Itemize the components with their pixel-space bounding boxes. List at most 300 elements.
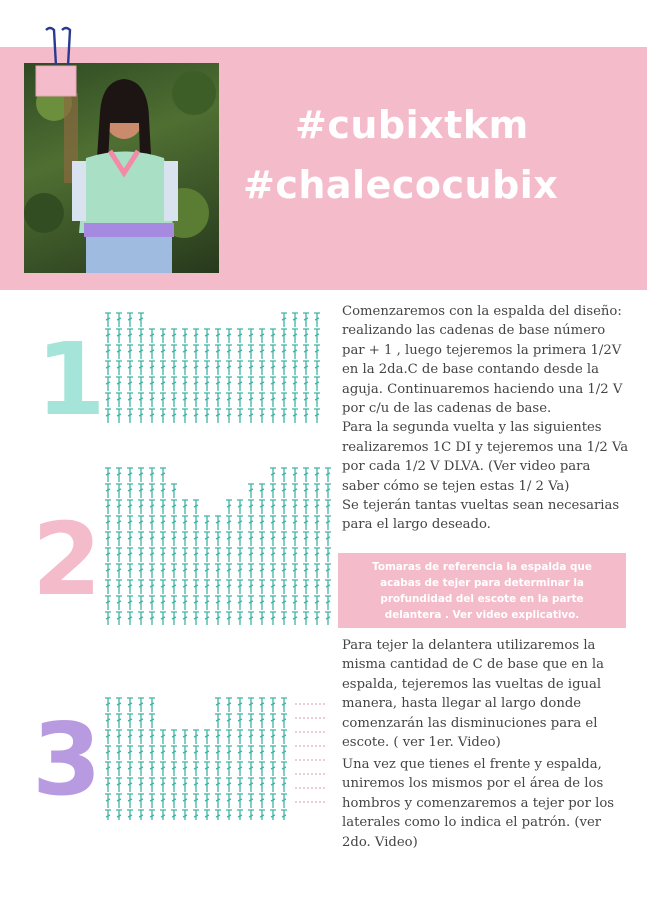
stitch-symbol	[237, 730, 243, 744]
stitch-symbol	[116, 393, 122, 407]
stitch-symbol	[259, 714, 265, 728]
stitch-symbol	[105, 746, 111, 760]
stitch-symbol	[215, 730, 221, 744]
stitch-symbol	[248, 714, 254, 728]
stitch-symbol	[292, 313, 298, 327]
stitch-symbol	[248, 762, 254, 776]
stitch-symbol	[105, 564, 111, 578]
crochet-chart-back	[100, 305, 330, 435]
stitch-symbol	[182, 746, 188, 760]
stitch-symbol	[204, 377, 210, 391]
stitch-symbol	[237, 345, 243, 359]
stitch-symbol	[292, 329, 298, 343]
stitch-symbol	[116, 810, 122, 820]
stitch-symbol	[138, 580, 144, 594]
stitch-symbol	[259, 778, 265, 792]
stitch-symbol	[127, 532, 133, 546]
stitch-symbol	[193, 548, 199, 562]
stitch-symbol	[281, 762, 287, 776]
stitch-symbol	[248, 393, 254, 407]
stitch-symbol	[193, 393, 199, 407]
stitch-symbol	[248, 532, 254, 546]
stitch-symbol	[182, 377, 188, 391]
stitch-symbol	[281, 345, 287, 359]
stitch-symbol	[281, 361, 287, 375]
stitch-symbol	[171, 778, 177, 792]
stitch-symbol	[270, 762, 276, 776]
stitch-symbol	[314, 596, 320, 610]
stitch-symbol	[171, 345, 177, 359]
stitch-symbol	[171, 548, 177, 562]
stitch-symbol	[105, 548, 111, 562]
stitch-symbol	[182, 409, 188, 423]
stitch-symbol	[127, 564, 133, 578]
stitch-symbol	[149, 730, 155, 744]
stitch-symbol	[171, 516, 177, 530]
stitch-symbol	[138, 516, 144, 530]
stitch-symbol	[160, 564, 166, 578]
stitch-symbol	[259, 564, 265, 578]
stitch-symbol	[237, 762, 243, 776]
stitch-symbol	[292, 564, 298, 578]
stitch-symbol	[204, 393, 210, 407]
stitch-symbol	[116, 730, 122, 744]
stitch-symbol	[303, 393, 309, 407]
stitch-symbol	[270, 564, 276, 578]
stitch-symbol	[281, 794, 287, 808]
stitch-symbol	[204, 810, 210, 820]
stitch-symbol	[105, 484, 111, 498]
stitch-symbol	[259, 580, 265, 594]
stitch-symbol	[215, 516, 221, 530]
stitch-symbol	[325, 468, 331, 482]
stitch-symbol	[303, 468, 309, 482]
stitch-symbol	[182, 500, 188, 514]
stitch-symbol	[303, 409, 309, 423]
stitch-symbol	[116, 548, 122, 562]
stitch-symbol	[182, 393, 188, 407]
stitch-symbol	[171, 612, 177, 625]
stitch-symbol	[193, 532, 199, 546]
stitch-symbol	[281, 714, 287, 728]
stitch-symbol	[270, 532, 276, 546]
stitch-symbol	[270, 409, 276, 423]
stitch-symbol	[259, 484, 265, 498]
stitch-symbol	[116, 778, 122, 792]
stitch-symbol	[237, 580, 243, 594]
stitch-symbol	[171, 762, 177, 776]
stitch-symbol	[215, 377, 221, 391]
stitch-symbol	[182, 810, 188, 820]
stitch-symbol	[105, 778, 111, 792]
stitch-symbol	[193, 580, 199, 594]
stitch-symbol	[259, 810, 265, 820]
stitch-symbol	[127, 810, 133, 820]
stitch-symbol	[149, 484, 155, 498]
stitch-symbol	[303, 532, 309, 546]
stitch-symbol	[292, 548, 298, 562]
stitch-symbol	[204, 612, 210, 625]
stitch-symbol	[193, 377, 199, 391]
stitch-symbol	[281, 698, 287, 712]
stitch-symbol	[105, 794, 111, 808]
stitch-symbol	[116, 361, 122, 375]
stitch-symbol	[160, 548, 166, 562]
stitch-symbol	[270, 714, 276, 728]
stitch-symbol	[226, 580, 232, 594]
stitch-symbol	[193, 516, 199, 530]
stitch-symbol	[182, 778, 188, 792]
stitch-symbol	[303, 612, 309, 625]
stitch-symbol	[105, 596, 111, 610]
stitch-symbol	[259, 345, 265, 359]
stitch-symbol	[292, 361, 298, 375]
stitch-symbol	[237, 746, 243, 760]
stitch-symbol	[314, 564, 320, 578]
stitch-symbol	[237, 596, 243, 610]
stitch-symbol	[259, 794, 265, 808]
stitch-symbol	[171, 746, 177, 760]
stitch-symbol	[226, 361, 232, 375]
stitch-symbol	[270, 778, 276, 792]
stitch-symbol	[215, 596, 221, 610]
stitch-symbol	[116, 746, 122, 760]
stitch-symbol	[270, 361, 276, 375]
stitch-symbol	[281, 778, 287, 792]
crochet-chart-neckline	[100, 460, 340, 625]
stitch-symbol	[105, 730, 111, 744]
stitch-symbol	[204, 532, 210, 546]
stitch-symbol	[149, 810, 155, 820]
stitch-symbol	[270, 548, 276, 562]
stitch-symbol	[149, 612, 155, 625]
stitch-symbol	[303, 377, 309, 391]
stitch-symbol	[160, 730, 166, 744]
stitch-symbol	[160, 516, 166, 530]
stitch-symbol	[204, 580, 210, 594]
stitch-symbol	[171, 794, 177, 808]
stitch-symbol	[127, 516, 133, 530]
stitch-symbol	[138, 329, 144, 343]
stitch-symbol	[138, 596, 144, 610]
stitch-symbol	[281, 746, 287, 760]
stitch-symbol	[248, 484, 254, 498]
stitch-symbol	[138, 746, 144, 760]
stitch-symbol	[303, 500, 309, 514]
stitch-symbol	[237, 612, 243, 625]
step-number-1: 1	[36, 321, 106, 438]
stitch-symbol	[215, 794, 221, 808]
stitch-symbol	[193, 564, 199, 578]
stitch-symbol	[237, 810, 243, 820]
stitch-symbol	[215, 762, 221, 776]
stitch-symbol	[248, 516, 254, 530]
stitch-symbol	[270, 393, 276, 407]
stitch-symbol	[303, 548, 309, 562]
stitch-symbol	[160, 500, 166, 514]
stitch-symbol	[314, 516, 320, 530]
instructions-back: Comenzaremos con la espalda del diseño: realizando las cadenas de base número par + 1 , luego tejeremos la primera 1/2V en la 2da.C de base contando desde la aguja. Continuaremos haciendo una 1/2 V por c/u de las cadenas de base. Para la segunda vuelta y las siguientes realizaremos 1C DI y tejeremos una 1/2 Va por cada 1/2 V DLVA. (Ver video para saber cómo se tejen estas 1/ 2 Va) Se tejerán tantas vueltas sean necesarias para el largo deseado.	[342, 304, 629, 533]
stitch-symbol	[215, 612, 221, 625]
stitch-symbol	[226, 345, 232, 359]
reference-note	[338, 553, 626, 628]
stitch-symbol	[248, 794, 254, 808]
stitch-symbol	[325, 516, 331, 530]
stitch-symbol	[204, 794, 210, 808]
stitch-symbol	[237, 698, 243, 712]
stitch-symbol	[226, 810, 232, 820]
stitch-symbol	[116, 484, 122, 498]
stitch-symbol	[292, 580, 298, 594]
stitch-symbol	[226, 516, 232, 530]
stitch-symbol	[204, 409, 210, 423]
stitch-symbol	[149, 500, 155, 514]
stitch-symbol	[105, 532, 111, 546]
stitch-symbol	[292, 393, 298, 407]
stitch-symbol	[303, 313, 309, 327]
step-number-2: 2	[32, 501, 102, 618]
stitch-symbol	[314, 612, 320, 625]
stitch-symbol	[138, 810, 144, 820]
stitch-symbol	[325, 484, 331, 498]
stitch-symbol	[138, 762, 144, 776]
stitch-symbol	[259, 698, 265, 712]
stitch-symbol	[127, 361, 133, 375]
stitch-symbol	[237, 564, 243, 578]
stitch-symbol	[138, 794, 144, 808]
stitch-symbol	[149, 516, 155, 530]
stitch-symbol	[303, 580, 309, 594]
stitch-symbol	[182, 361, 188, 375]
stitch-symbol	[116, 377, 122, 391]
stitch-symbol	[215, 532, 221, 546]
stitch-symbol	[127, 762, 133, 776]
stitch-symbol	[116, 794, 122, 808]
stitch-symbol	[325, 500, 331, 514]
stitch-symbol	[116, 612, 122, 625]
stitch-symbol	[149, 393, 155, 407]
stitch-symbol	[116, 329, 122, 343]
stitch-symbol	[314, 548, 320, 562]
stitch-symbol	[314, 345, 320, 359]
stitch-symbol	[292, 500, 298, 514]
stitch-symbol	[193, 810, 199, 820]
stitch-symbol	[171, 409, 177, 423]
stitch-symbol	[116, 345, 122, 359]
stitch-symbol	[314, 393, 320, 407]
stitch-symbol	[149, 361, 155, 375]
stitch-symbol	[226, 377, 232, 391]
stitch-symbol	[160, 484, 166, 498]
stitch-symbol	[270, 580, 276, 594]
stitch-symbol	[226, 714, 232, 728]
stitch-symbol	[171, 810, 177, 820]
stitch-symbol	[127, 409, 133, 423]
stitch-symbol	[259, 500, 265, 514]
stitch-symbol	[281, 532, 287, 546]
stitch-symbol	[281, 516, 287, 530]
stitch-symbol	[270, 698, 276, 712]
stitch-symbol	[215, 714, 221, 728]
hashtag-cubixtkm: #cubixtkm	[295, 103, 529, 147]
stitch-symbol	[314, 532, 320, 546]
stitch-symbol	[314, 468, 320, 482]
stitch-symbol	[292, 612, 298, 625]
stitch-symbol	[149, 746, 155, 760]
stitch-symbol	[215, 409, 221, 423]
stitch-symbol	[248, 345, 254, 359]
stitch-symbol	[160, 409, 166, 423]
stitch-symbol	[171, 730, 177, 744]
stitch-symbol	[160, 762, 166, 776]
stitch-symbol	[138, 468, 144, 482]
reference-note-text: Tomaras de referencia la espalda que acabas de tejer para determinar la profundidad del escote en la parte delantera . Ver video explicativo.	[372, 560, 592, 621]
stitch-symbol	[281, 612, 287, 625]
stitch-symbol	[204, 516, 210, 530]
stitch-symbol	[105, 361, 111, 375]
stitch-symbol	[204, 345, 210, 359]
stitch-symbol	[182, 612, 188, 625]
stitch-symbol	[237, 778, 243, 792]
stitch-symbol	[215, 361, 221, 375]
stitch-symbol	[248, 698, 254, 712]
stitch-symbol	[226, 698, 232, 712]
stitch-symbol	[171, 580, 177, 594]
stitch-symbol	[314, 580, 320, 594]
stitch-symbol	[182, 516, 188, 530]
stitch-symbol	[138, 500, 144, 514]
stitch-symbol	[127, 484, 133, 498]
stitch-symbol	[215, 810, 221, 820]
stitch-symbol	[193, 500, 199, 514]
stitch-symbol	[160, 810, 166, 820]
stitch-symbol	[116, 313, 122, 327]
stitch-symbol	[182, 596, 188, 610]
stitch-symbol	[138, 564, 144, 578]
stitch-symbol	[116, 468, 122, 482]
stitch-symbol	[160, 532, 166, 546]
stitch-symbol	[127, 794, 133, 808]
stitch-symbol	[281, 730, 287, 744]
stitch-symbol	[281, 596, 287, 610]
stitch-symbol	[292, 532, 298, 546]
stitch-symbol	[259, 329, 265, 343]
stitch-symbol	[314, 329, 320, 343]
stitch-symbol	[215, 345, 221, 359]
stitch-symbol	[127, 345, 133, 359]
stitch-symbol	[171, 393, 177, 407]
stitch-symbol	[259, 612, 265, 625]
stitch-symbol	[193, 345, 199, 359]
stitch-symbol	[138, 361, 144, 375]
stitch-symbol	[204, 596, 210, 610]
stitch-symbol	[259, 532, 265, 546]
step-number-3: 3	[32, 701, 102, 818]
stitch-symbol	[226, 762, 232, 776]
stitch-symbol	[160, 377, 166, 391]
stitch-symbol	[127, 393, 133, 407]
stitch-symbol	[237, 409, 243, 423]
stitch-symbol	[193, 612, 199, 625]
stitch-symbol	[116, 580, 122, 594]
stitch-symbol	[248, 778, 254, 792]
stitch-symbol	[116, 698, 122, 712]
stitch-symbol	[193, 361, 199, 375]
stitch-symbol	[259, 548, 265, 562]
stitch-symbol	[226, 794, 232, 808]
stitch-symbol	[281, 377, 287, 391]
stitch-symbol	[116, 516, 122, 530]
stitch-symbol	[171, 377, 177, 391]
stitch-symbol	[248, 580, 254, 594]
instructions-front: Para tejer la delantera utilizaremos la misma cantidad de C de base que en la espalda, tejeremos las vueltas de igual manera, hasta llegar al largo donde comenzarán las disminuciones para el escote. ( ver 1er. Video)	[342, 638, 604, 751]
stitch-symbol	[171, 484, 177, 498]
crochet-chart-front	[100, 690, 335, 820]
stitch-symbol	[204, 778, 210, 792]
stitch-symbol	[138, 393, 144, 407]
stitch-symbol	[292, 468, 298, 482]
stitch-symbol	[314, 409, 320, 423]
stitch-symbol	[303, 329, 309, 343]
stitch-symbol	[105, 329, 111, 343]
stitch-symbol	[303, 484, 309, 498]
stitch-symbol	[270, 329, 276, 343]
stitch-symbol	[171, 329, 177, 343]
stitch-symbol	[215, 698, 221, 712]
stitch-symbol	[325, 580, 331, 594]
stitch-symbol	[127, 596, 133, 610]
stitch-symbol	[259, 730, 265, 744]
stitch-symbol	[248, 361, 254, 375]
stitch-symbol	[138, 778, 144, 792]
stitch-symbol	[270, 468, 276, 482]
stitch-symbol	[281, 468, 287, 482]
stitch-symbol	[149, 345, 155, 359]
stitch-symbol	[303, 596, 309, 610]
stitch-symbol	[127, 329, 133, 343]
stitch-symbol	[259, 377, 265, 391]
stitch-symbol	[138, 730, 144, 744]
stitch-symbol	[127, 714, 133, 728]
stitch-symbol	[237, 532, 243, 546]
stitch-symbol	[270, 746, 276, 760]
stitch-symbol	[325, 612, 331, 625]
stitch-symbol	[281, 548, 287, 562]
stitch-symbol	[259, 361, 265, 375]
stitch-symbol	[314, 377, 320, 391]
stitch-symbol	[270, 345, 276, 359]
stitch-symbol	[149, 580, 155, 594]
stitch-symbol	[105, 468, 111, 482]
stitch-symbol	[149, 794, 155, 808]
stitch-symbol	[182, 548, 188, 562]
stitch-symbol	[116, 409, 122, 423]
stitch-symbol	[292, 345, 298, 359]
stitch-symbol	[226, 548, 232, 562]
stitch-symbol	[215, 548, 221, 562]
stitch-symbol	[182, 794, 188, 808]
stitch-symbol	[105, 714, 111, 728]
stitch-symbol	[138, 313, 144, 327]
stitch-symbol	[105, 409, 111, 423]
hashtag-chalecocubix: #chalecocubix	[243, 163, 559, 207]
stitch-symbol	[226, 564, 232, 578]
stitch-symbol	[237, 714, 243, 728]
stitch-symbol	[149, 548, 155, 562]
stitch-symbol	[226, 612, 232, 625]
stitch-symbol	[204, 564, 210, 578]
stitch-symbol	[138, 345, 144, 359]
